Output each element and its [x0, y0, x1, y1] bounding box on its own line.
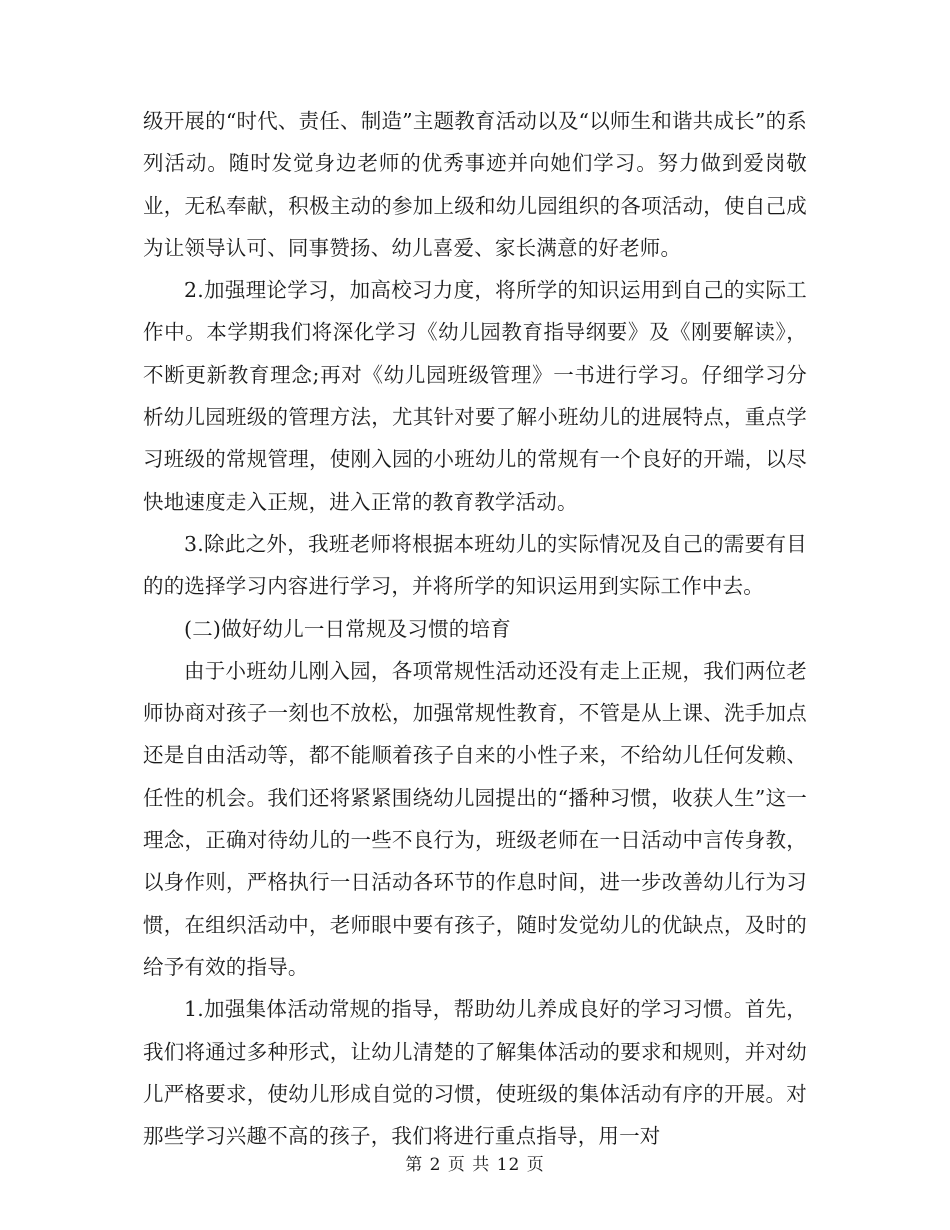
section-heading-daily-routine: (二)做好幼儿一日常规及习惯的培育 [184, 616, 511, 641]
paragraph-continuation: 级开展的“时代、责任、制造”主题教育活动以及“以师生和谐共成长”的系列活动。随时发觉身边老师的优秀事迹并向她们学习。努力做到爱岗敬业，无私奉献，积极主动的参加上级和幼儿园组织的各项活动，使自己成为让领导认可、同事赞扬、幼儿喜爱、家长满意的好老师。 [143, 109, 807, 260]
paragraph-group-activity: 1.加强集体活动常规的指导，帮助幼儿养成良好的学习习惯。首先，我们将通过多种形式，让幼儿清楚的了解集体活动的要求和规则，并对幼儿严格要求，使幼儿形成自觉的习惯，使班级的集体活动有序的开展。对那些学习兴趣不高的孩子，我们将进行重点指导，用一对 [143, 997, 807, 1149]
paragraph-daily-routine: 由于小班幼儿刚入园，各项常规性活动还没有走上正规，我们两位老师协商对孩子一刻也不放松，加强常规性教育，不管是从上课、洗手加点还是自由活动等，都不能顺着孩子自来的小性子来，不给幼儿任何发赖、任性的机会。我们还将紧紧围绕幼儿园提出的“播种习惯，收获人生”这一理念，正确对待幼儿的一些不良行为，班级老师在一日活动中言传身教，以身作则，严格执行一日活动各环节的作息时间，进一步改善幼儿行为习惯，在组织活动中，老师眼中要有孩子，随时发觉幼儿的优缺点，及时的给予有效的指导。 [143, 658, 807, 979]
paragraph-theory-study: 2.加强理论学习，加高校习力度，将所学的知识运用到自己的实际工作中。本学期我们将深化学习《幼儿园教育指导纲要》及《刚要解读》，不断更新教育理念;再对《幼儿园班级管理》一书进行学习。仔细学习分析幼儿园班级的管理方法，尤其针对要了解小班幼儿的进展特点，重点学习班级的常规管理，使刚入园的小班幼儿的常规有一个良好的开端，以尽快地速度走入正规，进入正常的教育教学活动。 [143, 278, 807, 514]
paragraph-self-study: 3.除此之外，我班老师将根据本班幼儿的实际情况及自己的需要有目的的选择学习内容进行学习，并将所学的知识运用到实际工作中去。 [143, 531, 807, 599]
document-body [143, 100, 807, 1157]
page-number-footer: 第 2 页 共 12 页 [405, 1155, 545, 1175]
